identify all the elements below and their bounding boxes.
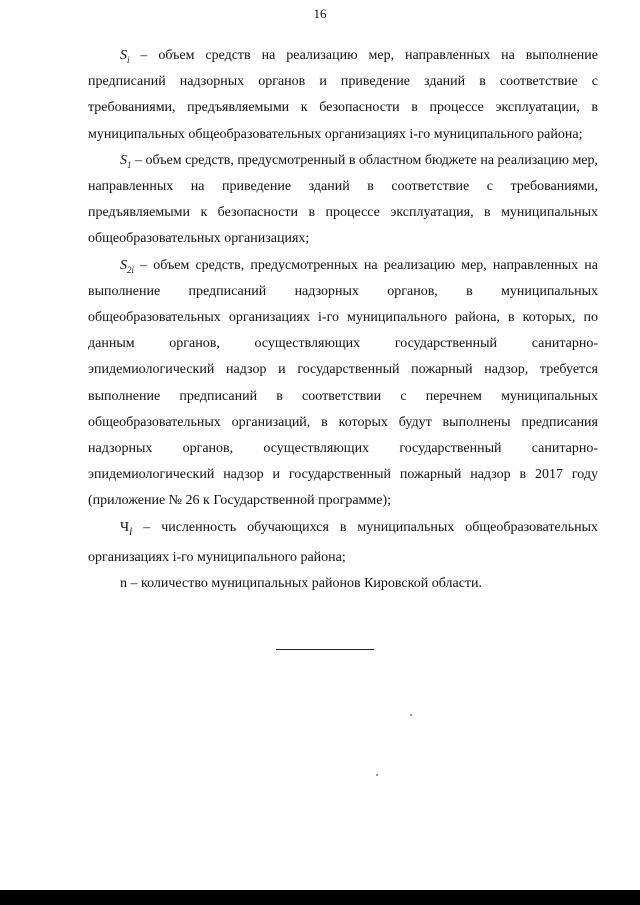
definition-si bbox=[88, 43, 598, 148]
scan-bottom-border bbox=[0, 890, 640, 905]
variable-symbol bbox=[120, 258, 134, 273]
symbol-subscript: 1 bbox=[127, 159, 132, 170]
definition-text: – объем средств, предусмотренных на реализацию мер, направленных на выполнение предписаний надзорных органов, в муниципальных общеобразовательных организациях i-го муниципального района, в которых, по данным органов, осуществляющих государственный санитарно-эпидемиологический надзор и государственный пожарный надзор, требуется выполнение предписаний в соответствии с перечнем муниципальных общеобразовательных организаций, в которых будут выполнены предписания надзорных органов, осуществляющих государственный санитарно-эпидемиологический надзор и государственный пожарный надзор в 2017 году (приложение № 26 к Государственной программе); bbox=[88, 257, 598, 509]
definition-text: – объем средств, предусмотренный в областном бюджете на реализацию мер, направленных на приведение зданий в соответствие с требованиями, предъявляемыми к безопасности в процессе эксплуатация, в муниципальных общеобразовательных организациях; bbox=[88, 152, 599, 247]
scan-speck bbox=[376, 774, 378, 776]
symbol-letter: S bbox=[120, 48, 127, 63]
symbol-letter: S bbox=[120, 152, 127, 168]
symbol-subscript: i bbox=[127, 54, 130, 65]
definition-s2i bbox=[88, 253, 598, 515]
scan-speck bbox=[410, 714, 412, 716]
symbol-letter: Ч bbox=[120, 519, 130, 535]
symbol-letter: n bbox=[120, 575, 127, 591]
variable-symbol bbox=[120, 576, 127, 591]
definition-text: – объем средств на реализацию мер, направленных на выполнение предписаний надзорных органов и приведение зданий в соответствие с требованиями, предъявляемыми к безопасности в процессе эксплуатации, в муниципальных общеобразовательных организациях i-го муниципального района; bbox=[88, 48, 598, 142]
symbol-subscript: i bbox=[129, 524, 133, 538]
variable-symbol bbox=[120, 48, 130, 63]
closing-rule bbox=[276, 649, 374, 650]
definition-s1 bbox=[88, 148, 598, 253]
symbol-letter: S bbox=[120, 257, 127, 273]
variable-symbol bbox=[120, 519, 133, 538]
page-number: 16 bbox=[313, 6, 327, 21]
definition-n bbox=[88, 571, 598, 601]
symbol-subscript: 2i bbox=[127, 264, 135, 275]
definition-text: – количество муниципальных районов Кировской области. bbox=[127, 575, 483, 591]
definitions-list bbox=[88, 43, 598, 601]
variable-symbol bbox=[120, 153, 132, 168]
definition-text: – численность обучающихся в муниципальных общеобразовательных организациях i-го муниципального района; bbox=[88, 519, 598, 565]
definition-chi bbox=[88, 515, 598, 571]
